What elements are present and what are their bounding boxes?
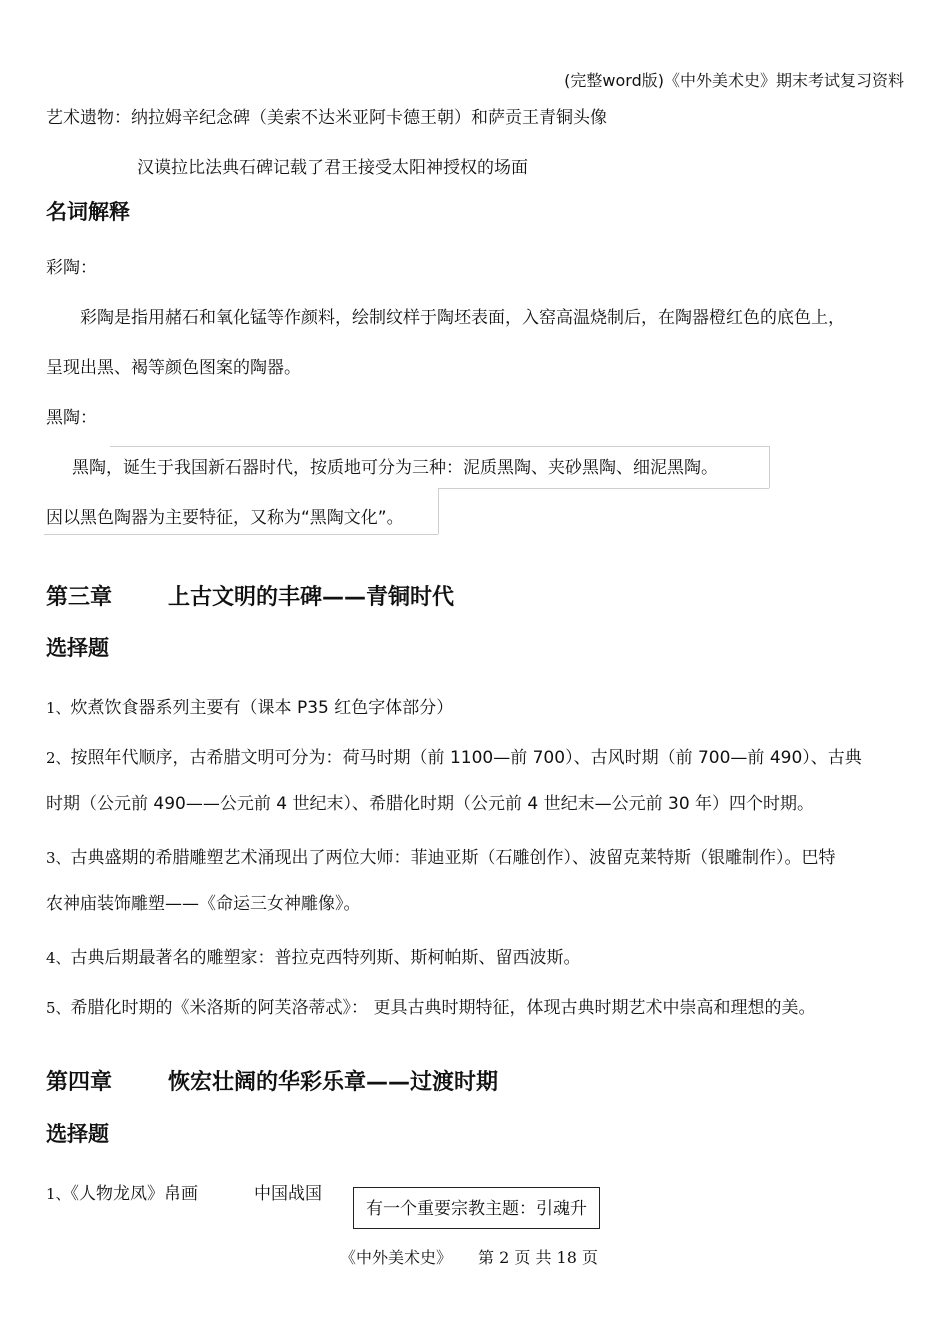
heitao-box-mid-border (438, 488, 769, 489)
caitao-definition-line1: 彩陶是指用赭石和氧化锰等作颜料，绘制纹样于陶坯表面，入窑高温烧制后，在陶器橙红色的底色上， (80, 308, 845, 328)
hammurabi-text: 汉谟拉比法典石碑记载了君王接受太阳神授权的场面 (137, 158, 528, 178)
list-item (46, 747, 862, 769)
footer-page-number: 第 2 页 共 18 页 (478, 1248, 598, 1267)
list-item-text: 炊煮饮食器系列主要有（课本 P35 红色字体部分） (70, 698, 454, 718)
list-item-number: 1、 (46, 1185, 71, 1203)
heitao-box-bottom-border (44, 534, 438, 535)
list-item (46, 947, 581, 969)
list-item-period: 中国战国 (254, 1184, 322, 1204)
list-item (46, 997, 815, 1019)
caitao-term: 彩陶： (46, 258, 97, 278)
heitao-box-right-border-lower (438, 488, 439, 534)
heitao-box-top-border (110, 446, 770, 447)
list-item-text: 古典盛期的希腊雕塑艺术涌现出了两位大师：菲迪亚斯（石雕创作）、波留克莱特斯（银雕制作）。巴特 (70, 848, 836, 868)
callout-box: 有一个重要宗教主题：引魂升 (353, 1187, 600, 1229)
chapter4-number: 第四章 (46, 1070, 113, 1095)
list-item-continuation: 时期（公元前 490——公元前 4 世纪末）、希腊化时期（公元前 4 世纪末—公元前 30 年）四个时期。 (46, 794, 815, 814)
chapter3-section-heading: 选择题 (46, 636, 109, 660)
heitao-definition-line1: 黑陶，诞生于我国新石器时代，按质地可分为三种：泥质黑陶、夹砂黑陶、细泥黑陶。 (72, 458, 718, 478)
list-item-number: 4、 (46, 949, 71, 967)
chapter4-section-heading: 选择题 (46, 1122, 109, 1146)
list-item-number: 1、 (46, 699, 71, 717)
chapter4-title: 恢宏壮阔的华彩乐章——过渡时期 (168, 1070, 499, 1095)
list-item-text: 按照年代顺序，古希腊文明可分为：荷马时期（前 1100—前 700）、古风时期（前 700—前 490）、古典 (70, 748, 862, 768)
list-item-text: 希腊化时期的《米洛斯的阿芙洛蒂忒》： 更具古典时期特征，体现古典时期艺术中崇高和理想的美。 (70, 998, 816, 1018)
chapter3-title: 上古文明的丰碑——青铜时代 (168, 585, 455, 610)
list-item-text: 古典后期最著名的雕塑家：普拉克西特列斯、斯柯帕斯、留西波斯。 (70, 948, 581, 968)
chapter3-number: 第三章 (46, 585, 113, 610)
caitao-definition-line2: 呈现出黑、褐等颜色图案的陶器。 (46, 358, 301, 378)
list-item-number: 5、 (46, 999, 71, 1017)
list-item-continuation: 农神庙装饰雕塑——《命运三女神雕像》。 (46, 894, 361, 914)
list-item (46, 697, 453, 719)
list-item-number: 3、 (46, 849, 71, 867)
heitao-definition-line2: 因以黑色陶器为主要特征，又称为“黑陶文化”。 (46, 508, 404, 528)
list-item-work: 《人物龙凤》帛画 (70, 1184, 199, 1204)
heitao-box-right-border (769, 446, 770, 488)
document-header-title: (完整word版)《中外美术史》期末考试复习资料 (564, 71, 904, 90)
footer-book-title: 《中外美术史》 (340, 1248, 453, 1267)
glossary-heading: 名词解释 (46, 200, 130, 224)
art-relics-text: 艺术遗物：纳拉姆辛纪念碑（美索不达米亚阿卡德王朝）和萨贡王青铜头像 (46, 108, 607, 128)
list-item (46, 1183, 198, 1205)
heitao-term: 黑陶： (46, 408, 97, 428)
list-item-number: 2、 (46, 749, 71, 767)
list-item (46, 847, 836, 869)
